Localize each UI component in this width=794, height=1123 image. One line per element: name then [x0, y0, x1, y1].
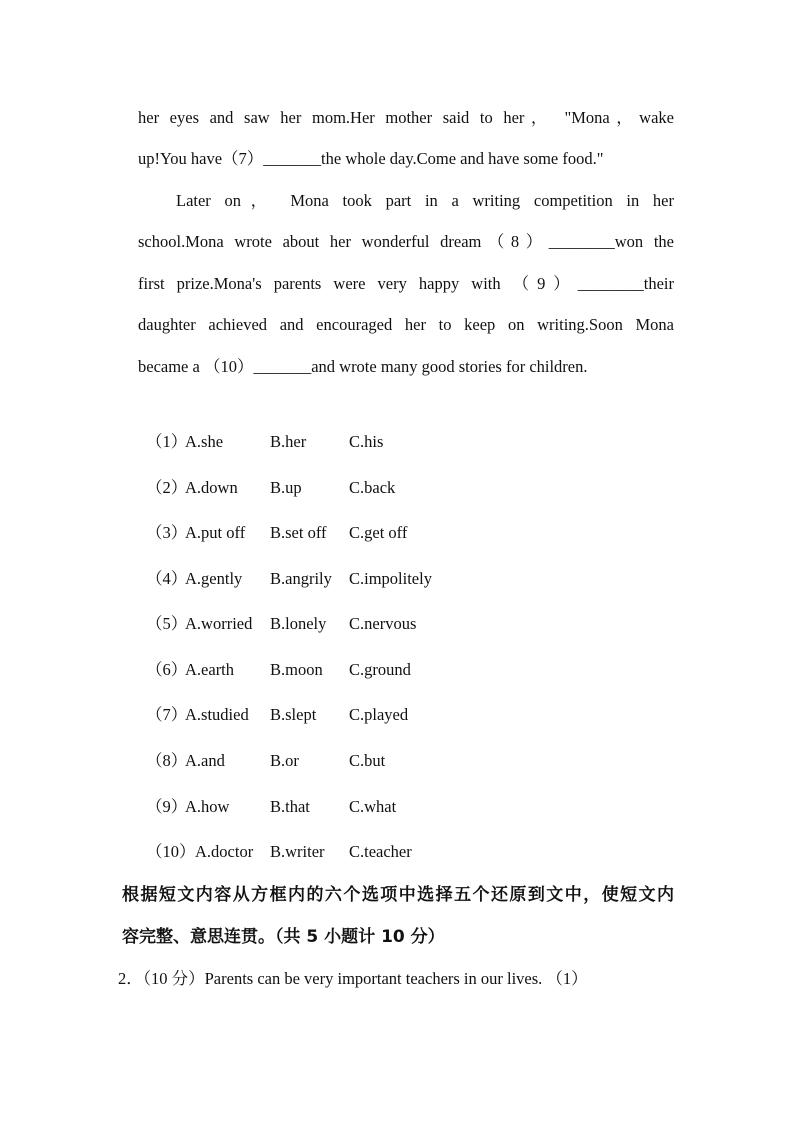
option-number: （6）: [146, 660, 188, 679]
option-b: B.set off: [270, 523, 327, 542]
option-c: C.ground: [349, 660, 411, 679]
question-2-text: 2．（10 分）Parents can be very important teachers in our lives. （1）: [118, 969, 588, 988]
passage-line: her eyes and saw her mom.Her mother said to her， "Mona，wake: [138, 108, 674, 127]
passage-line: Later on， Mona took part in a writing competition in her: [176, 191, 674, 210]
section-instruction: 根据短文内容从方框内的六个选项中选择五个还原到文中，使短文内: [122, 885, 674, 905]
option-c: C.nervous: [349, 614, 417, 633]
option-b: B.moon: [270, 660, 323, 679]
option-c: C.his: [349, 432, 384, 451]
passage-line: up!You have（7）_______the whole day.Come and have some food.": [138, 149, 604, 168]
option-c: C.impolitely: [349, 569, 432, 588]
option-b: B.that: [270, 797, 310, 816]
option-number: （5）: [146, 614, 188, 633]
option-a: A.and: [185, 751, 225, 770]
option-b: B.writer: [270, 842, 325, 861]
option-number: （9）: [146, 797, 188, 816]
option-c: C.what: [349, 797, 397, 816]
option-a: A.worried: [185, 614, 253, 633]
option-number: （2）: [146, 478, 188, 497]
option-b: B.lonely: [270, 614, 327, 633]
option-a: A.studied: [185, 705, 249, 724]
option-number: （3）: [146, 523, 188, 542]
option-a: A.gently: [185, 569, 243, 588]
option-a: A.earth: [185, 660, 235, 679]
option-b: B.her: [270, 432, 307, 451]
option-b: B.angrily: [270, 569, 332, 588]
option-b: B.or: [270, 751, 299, 770]
option-a: A.doctor: [195, 842, 254, 861]
option-a: A.down: [185, 478, 238, 497]
option-b: B.up: [270, 478, 302, 497]
option-a: A.she: [185, 432, 224, 451]
option-b: B.slept: [270, 705, 317, 724]
option-number: （1）: [146, 432, 188, 451]
option-c: C.get off: [349, 523, 408, 542]
option-c: C.played: [349, 705, 409, 724]
option-a: A.put off: [185, 523, 246, 542]
section-instruction: 容完整、意思连贯。（共 5 小题计 10 分）: [122, 927, 445, 947]
option-c: C.teacher: [349, 842, 412, 861]
option-a: A.how: [185, 797, 230, 816]
passage-line: became a （10）_______and wrote many good stories for children.: [138, 357, 588, 376]
option-number: （4）: [146, 569, 188, 588]
option-number: （10）: [146, 842, 196, 861]
passage-line: first prize.Mona's parents were very happy with （9）________their: [138, 274, 674, 293]
passage-line: school.Mona wrote about her wonderful dream（8）________won the: [138, 232, 674, 251]
option-c: C.but: [349, 751, 386, 770]
option-number: （8）: [146, 751, 188, 770]
option-number: （7）: [146, 705, 188, 724]
option-c: C.back: [349, 478, 396, 497]
passage-line: daughter achieved and encouraged her to keep on writing.Soon Mona: [138, 315, 674, 334]
